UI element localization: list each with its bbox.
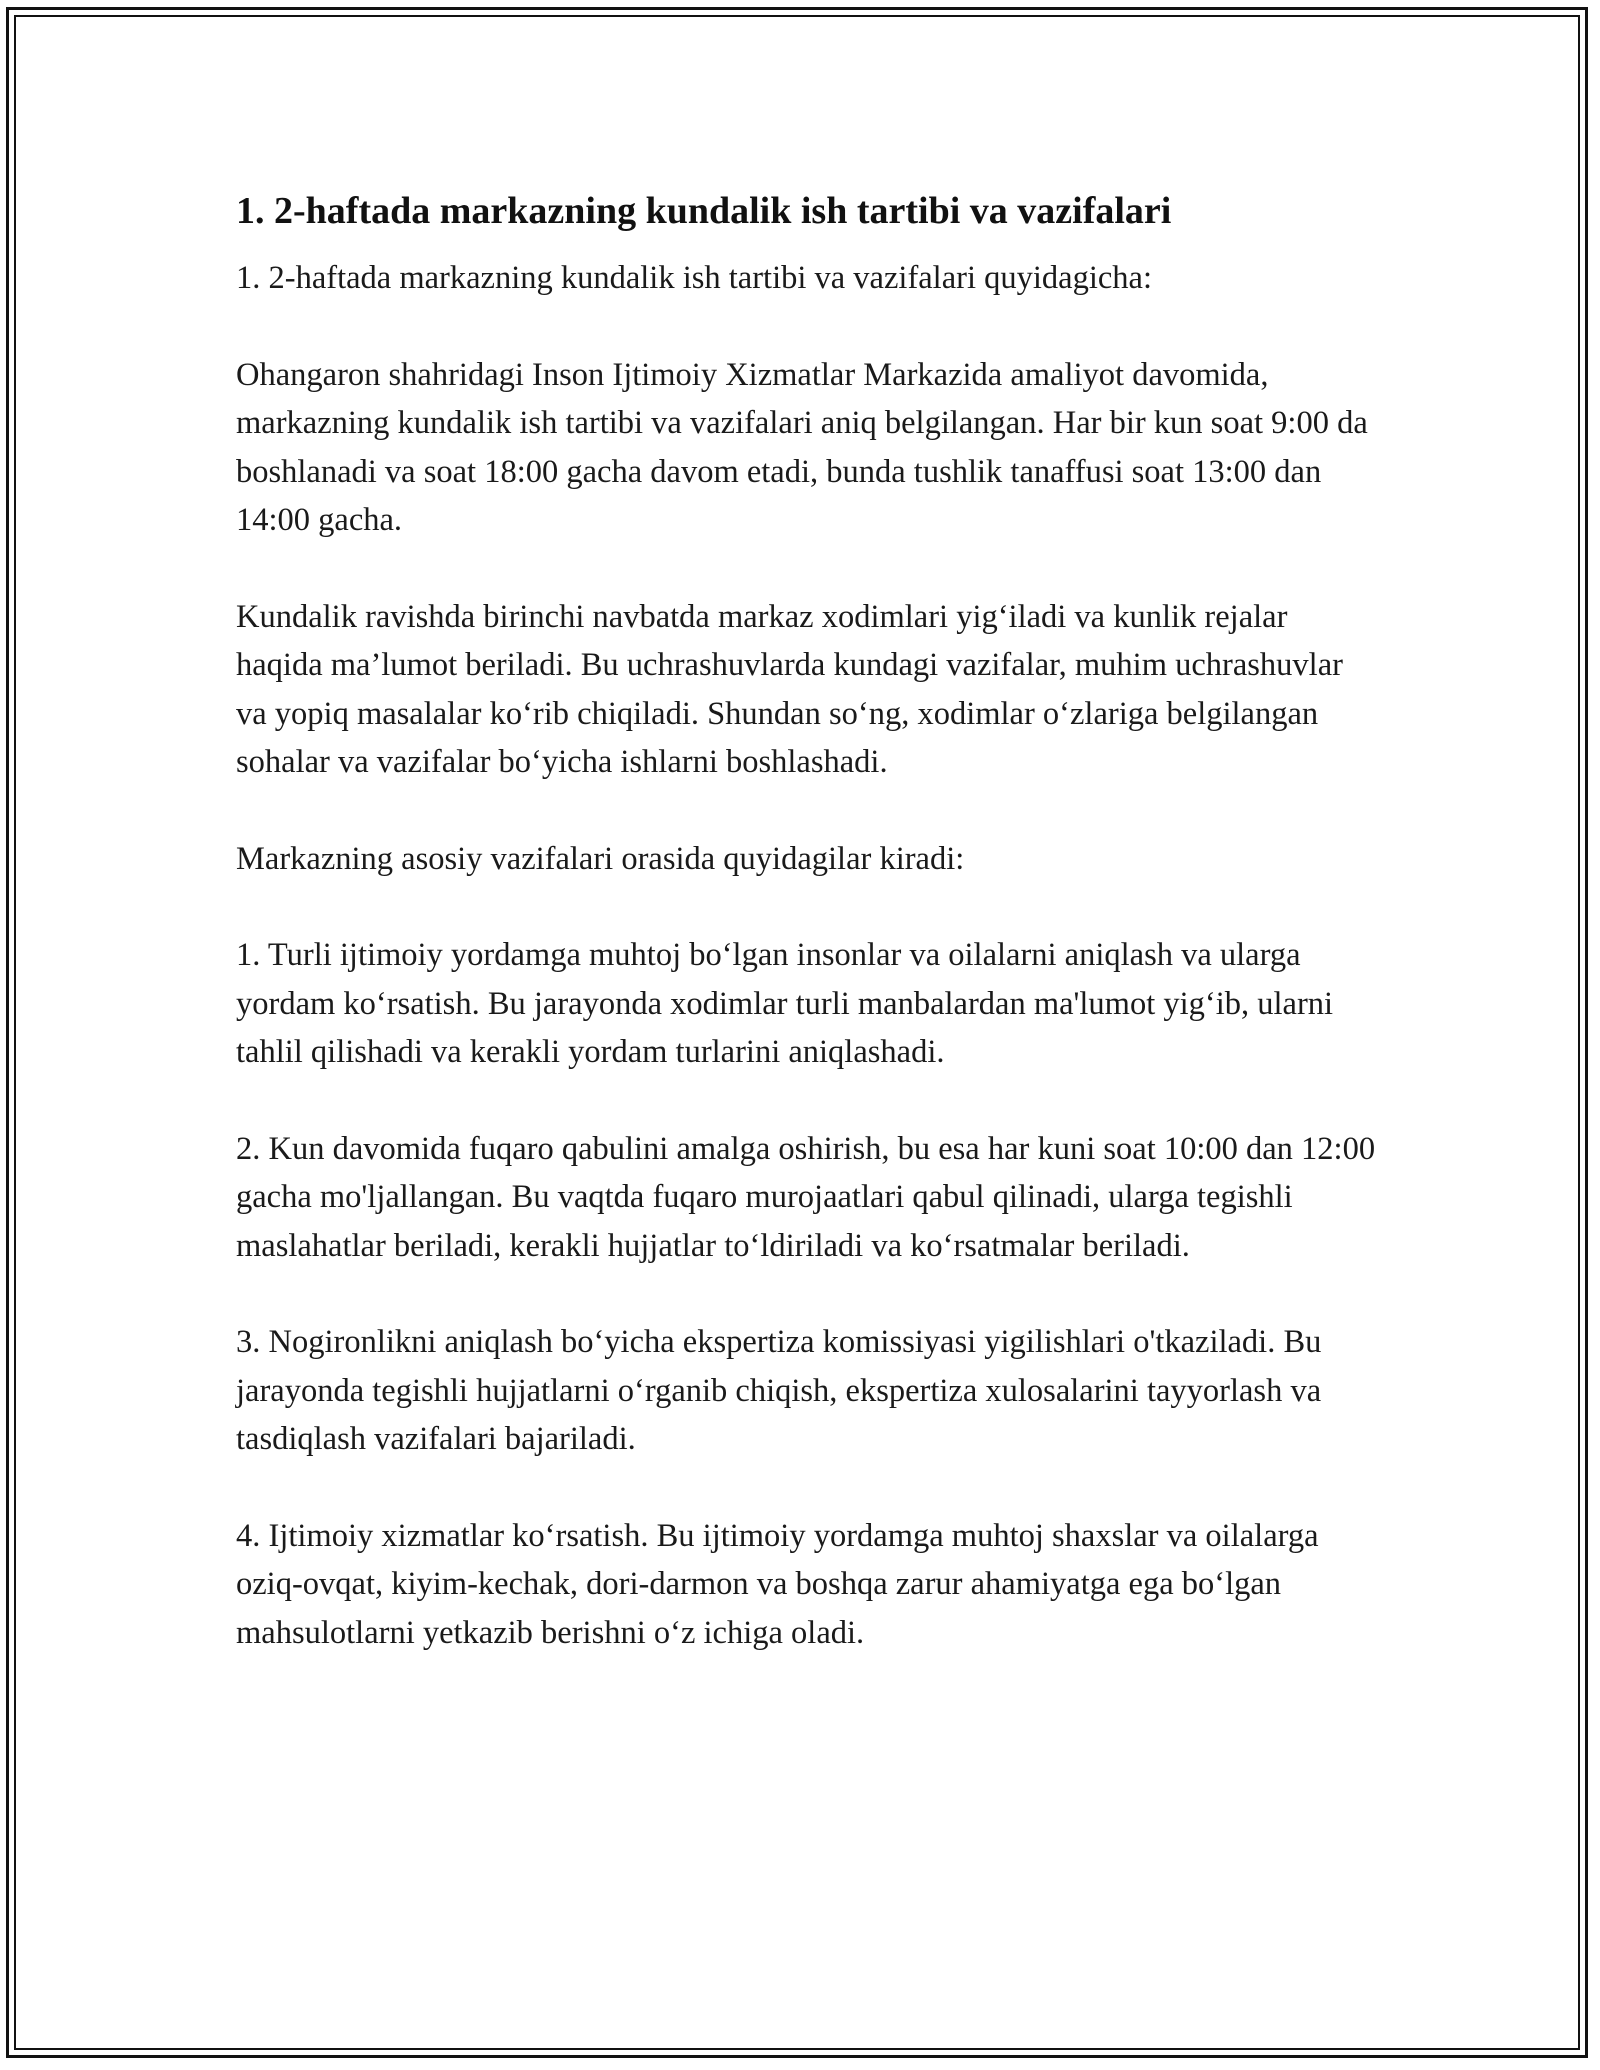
intro-paragraph: 1. 2-haftada markazning kundalik ish tartibi va vazifalari quyidagicha:: [236, 260, 1152, 296]
daily-routine-paragraph: Kundalik ravishda birinchi navbatda markaz xodimlari yig‘iladi va kunlik rejalar haqida ma’lumot beriladi. Bu uchrashuvlarda kundagi vazifalar, muhim uchrashuvlar va yopiq masalalar ko‘rib chiqiladi. Shundan so‘ng, xodimlar o‘zlariga belgilangan sohalar va vazifalar bo‘yicha ishlarni boshlashadi.: [236, 598, 1343, 780]
task-item-2: 2. Kun davomida fuqaro qabulini amalga oshirish, bu esa har kuni soat 10:00 dan 12:00 gacha mo'ljallangan. Bu vaqtda fuqaro murojaatlari qabul qilinadi, ularga tegishli maslahatlar beriladi, kerakli hujjatlar to‘ldiriladi va ko‘rsatmalar beriladi.: [236, 1130, 1376, 1264]
schedule-paragraph: Ohangaron shahridagi Inson Ijtimoiy Xizmatlar Markazida amaliyot davomida, markazning kundalik ish tartibi va vazifalari aniq belgilangan. Har bir kun soat 9:00 da boshlanadi va soat 18:00 gacha davom etadi, bunda tushlik tanaffusi soat 13:00 dan 14:00 gacha.: [236, 356, 1368, 538]
document-body: [236, 186, 1376, 1705]
task-item-1: 1. Turli ijtimoiy yordamga muhtoj bo‘lgan insonlar va oilalarni aniqlash va ularga yordam ko‘rsatish. Bu jarayonda xodimlar turli manbalardan ma'lumot yig‘ib, ularni tahlil qilishadi va kerakli yordam turlarini aniqlashadi.: [236, 937, 1334, 1070]
task-item-4: 4. Ijtimoiy xizmatlar ko‘rsatish. Bu ijtimoiy yordamga muhtoj shaxslar va oilalarga oziq-ovqat, kiyim-kechak, dori-darmon va boshqa zarur ahamiyatga ega bo‘lgan mahsulotlarni yetkazib berishni o‘z ichiga oladi.: [236, 1517, 1319, 1651]
section-heading: 1. 2-haftada markazning kundalik ish tartibi va vazifalari: [236, 190, 1172, 232]
task-item-3: 3. Nogironlikni aniqlash bo‘yicha ekspertiza komissiyasi yigilishlari o'tkaziladi. Bu jarayonda tegishli hujjatlarni o‘rganib chiqish, ekspertiza xulosalarini tayyorlash va tasdiqlash vazifalari bajariladi.: [236, 1324, 1322, 1457]
tasks-intro-paragraph: Markazning asosiy vazifalari orasida quyidagilar kiradi:: [236, 840, 965, 877]
